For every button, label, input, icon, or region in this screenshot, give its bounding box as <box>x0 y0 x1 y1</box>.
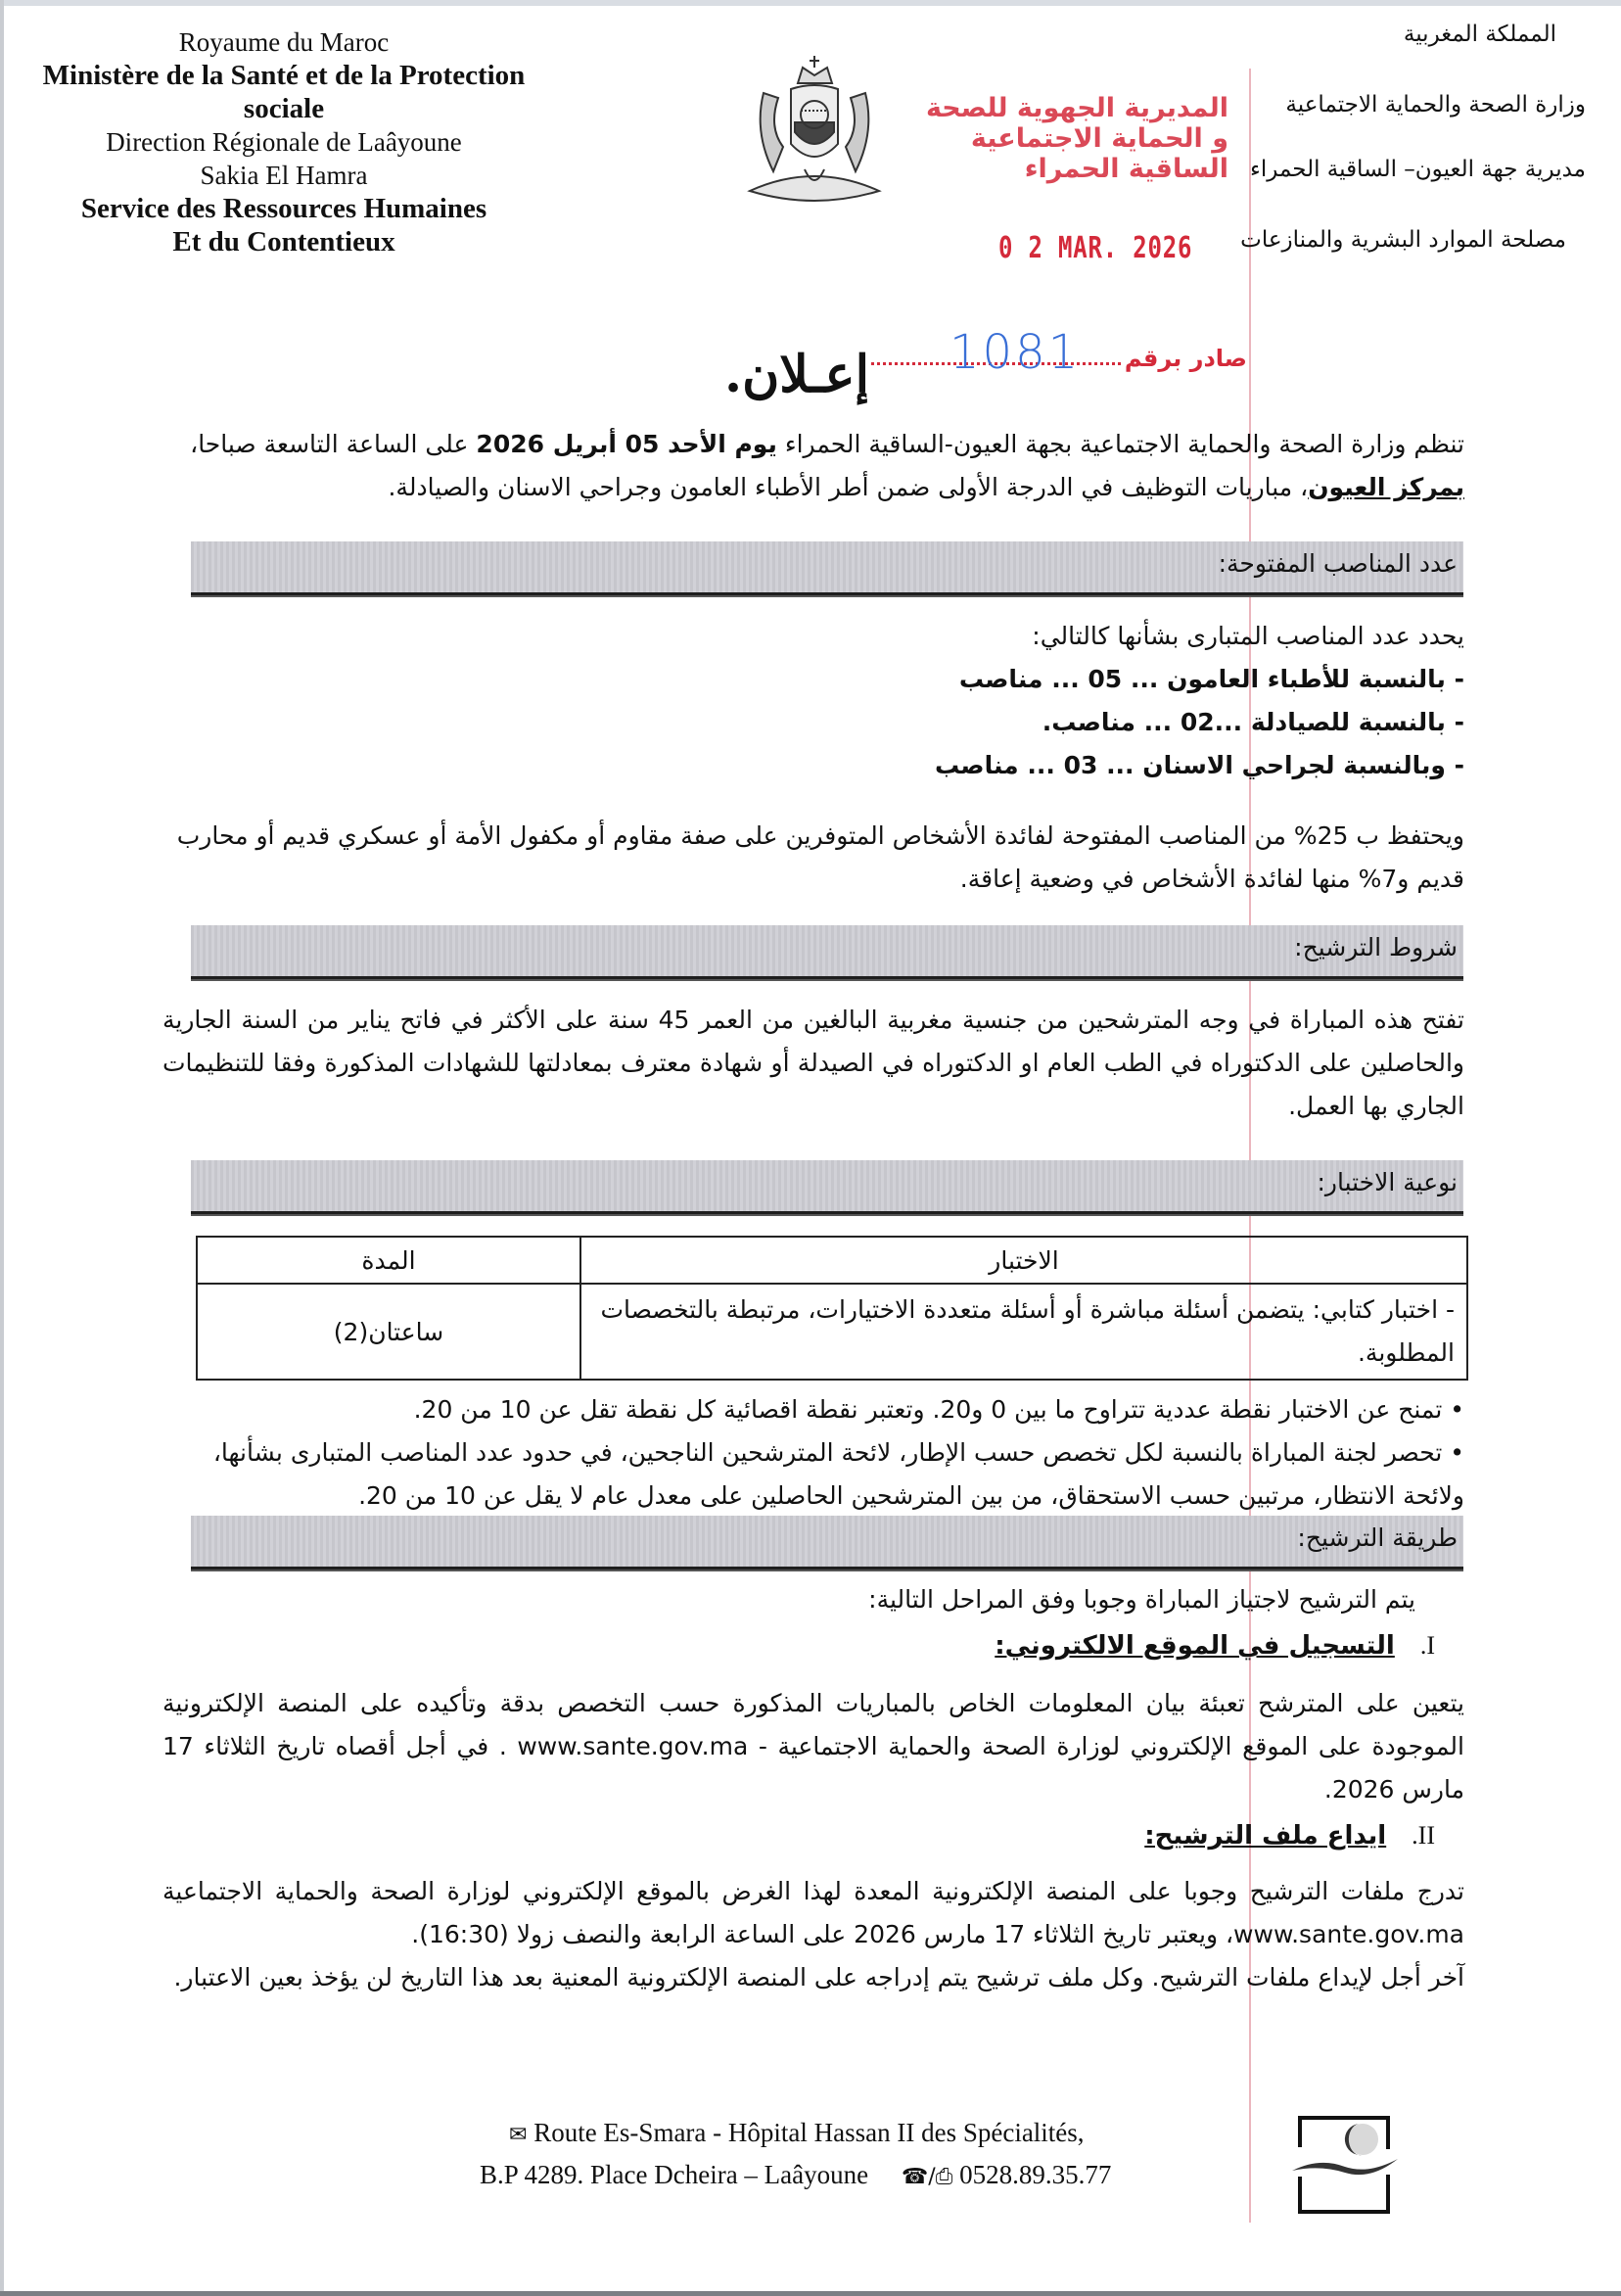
step-2-text: تدرج ملفات الترشيح وجوبا على المنصة الإلكترونية المعدة لهذا الغرض بالموقع الإلكتروني لوزارة الصحة والحماية الاجتماعية www.sante.gov.ma، ويعتبر تاريخ الثلاثاء 17 مارس 2026 على الساعة الرابعة والنصف زولا (16:30). <box>162 1877 1464 1948</box>
document-title: إعـلان. <box>724 345 870 404</box>
section-title: طريقة الترشيح: <box>1297 1523 1458 1552</box>
list-item: • تحصر لجنة المباراة بالنسبة لكل تخصص حسب الإطار، لائحة المترشحين الناجحين، في حدود عدد المناصب المتبارى بشأنها، ولائحة الانتظار، مرتبين حسب الاستحقاق، من بين المترشحين الحاصلين على معدل عام لا يقل عن 10 من 20. <box>192 1431 1464 1518</box>
reference-label: صادر برقم <box>1124 345 1247 372</box>
step-number: II. <box>1412 1821 1435 1850</box>
intro-text: تنظم وزارة الصحة والحماية الاجتماعية بجهة العيون-الساقية الحمراء <box>776 430 1464 458</box>
application-intro: يتم الترشيح لاجتياز المباراة وجوبا وفق المراحل التالية: <box>868 1585 1415 1614</box>
positions-list <box>681 615 1464 787</box>
column-header-test: الاختبار <box>580 1237 1467 1284</box>
section-title: عدد المناصب المفتوحة: <box>1218 549 1458 578</box>
step-2-text-cont: آخر أجل لإيداع ملفات الترشيح. وكل ملف ترشيح يتم إدراجه على المنصة الإلكترونية المعنية بعد هذا التاريخ لن يؤخذ بعين الاعتبار. <box>173 1963 1464 1991</box>
reserved-line: ويحتفظ ب 25% من المناصب المفتوحة لفائدة الأشخاص المتوفرين على صفة مقاوم أو مكفول الأمة أو عسكري قديم أو محارب <box>176 821 1464 850</box>
footer-address <box>480 2113 1184 2197</box>
phone-number: 0528.89.35.77 <box>959 2160 1112 2189</box>
kingdom-fr: Royaume du Maroc <box>178 27 390 57</box>
table-row <box>197 1284 1467 1380</box>
section-header-application <box>191 1516 1463 1570</box>
stamp-date: 0 2 MAR. 2026 <box>998 231 1193 265</box>
conditions-paragraph: تفتح هذه المباراة في وجه المترشحين من جنسية مغربية البالغين من العمر 45 سنة على الأكثر في فاتح يناير من السنة الجارية والحاصلين على الدكتوراه في الطب العام او الدكتوراه في الصيدلة أو شهادة معترف بمعادلتها للشهادات المذكورة وفقا للتنظيمات الجاري بها العمل. <box>162 1006 1465 1120</box>
column-header-duration: المدة <box>197 1237 580 1284</box>
service-fr-cont: Et du Contentieux <box>172 226 395 258</box>
scan-left-edge <box>0 0 4 2296</box>
step-heading-1 <box>995 1631 1435 1661</box>
positions-intro: يحدد عدد المناصب المتبارى بشأنها كالتالي: <box>1032 622 1464 650</box>
direction-ar: مديرية جهة العيون– الساقية الحمراء <box>1250 157 1586 182</box>
address-text: Route Es-Smara - Hôpital Hassan II des Spécialités, <box>533 2118 1085 2147</box>
position-item: - وبالنسبة لجراحي الاسنان ... 03 ... مناصب <box>934 751 1464 779</box>
step-title: ايداع ملف الترشيح: <box>1144 1821 1387 1851</box>
exam-notes-list <box>192 1388 1464 1518</box>
kingdom-ar: المملكة المغربية <box>1403 22 1556 47</box>
section-header-positions <box>191 541 1463 595</box>
stamp-line: المديرية الجهوية للصحة <box>925 93 1228 123</box>
section-title: شروط الترشيح: <box>1294 933 1458 961</box>
service-fr: Service des Ressources Humaines <box>80 193 487 224</box>
cell-duration: ساعتان(2) <box>197 1284 580 1380</box>
exam-table <box>196 1236 1468 1381</box>
section-title: نوعية الاختبار: <box>1317 1168 1458 1196</box>
scan-bottom-edge <box>0 2291 1621 2296</box>
intro-line-1 <box>153 423 1464 466</box>
address-line-2 <box>480 2155 1184 2197</box>
intro-line-2 <box>153 466 1464 509</box>
section-header-exam-type <box>191 1160 1463 1214</box>
step-1-text: يتعين على المترشح تعبئة بيان المعلومات الخاص بالمباريات المذكورة حسب التخصص بدقة وتأكيده على المنصة الإلكترونية الموجودة على الموقع الإلكتروني لوزارة الصحة والحماية الاجتماعية - www.sante.gov.ma . في أجل أقصاه تاريخ الثلاثاء 17 مارس 2026. <box>162 1689 1464 1804</box>
reference-number: 1081 <box>949 325 1082 380</box>
mail-icon: ✉ <box>509 2123 528 2147</box>
cell-test: - اختبار كتابي: يتضمن أسئلة مباشرة أو أسئلة متعددة الاختيارات، مرتبطة بالتخصصات المطلوبة. <box>580 1284 1467 1380</box>
direction-fr: Direction Régionale de Laâyoune <box>106 127 462 157</box>
intro-text: ، مباريات التوظيف في الدرجة الأولى ضمن أطر الأطباء العامون وجراحي الاسنان والصيادلة. <box>388 473 1309 501</box>
position-item: - بالنسبة للأطباء العامون ... 05 ... مناصب <box>958 665 1464 693</box>
intro-paragraph <box>153 423 1464 509</box>
stamp-line: الساقية الحمراء <box>1024 154 1228 184</box>
official-stamp <box>915 93 1228 184</box>
step-heading-2 <box>1144 1821 1435 1851</box>
intro-text: على الساعة التاسعة صباحا، <box>190 430 477 458</box>
region-fr: Sakia El Hamra <box>200 161 368 190</box>
reserved-line: قديم و7% منها لفائدة الأشخاص في وضعية إعاقة. <box>959 865 1464 893</box>
intro-date: يوم الأحد 05 أبريل 2026 <box>476 430 777 458</box>
position-item: - بالنسبة للصيادلة ...02 ... مناصب. <box>1042 708 1464 736</box>
intro-location: بمركز العيون <box>1308 473 1464 501</box>
step-title: التسجيل في الموقع الالكتروني: <box>995 1631 1395 1661</box>
ministry-fr: Ministère de la Santé et de la Protection <box>42 60 526 91</box>
moroccan-coat-of-arms-icon <box>744 54 886 211</box>
list-item: • تمنح عن الاختبار نقطة عددية تتراوح ما بين 0 و20. وتعتبر نقطة اقصائية كل نقطة تقل عن 10 من 20. <box>192 1388 1464 1431</box>
address-text: B.P 4289. Place Dcheira – Laâyoune <box>480 2160 869 2189</box>
service-ar: مصلحة الموارد البشرية والمنازعات <box>1240 227 1566 253</box>
scan-top-edge <box>0 0 1621 6</box>
ministry-ar: وزارة الصحة والحماية الاجتماعية <box>1285 92 1586 117</box>
step-number: I. <box>1419 1631 1435 1660</box>
reference-stamp <box>871 325 1253 382</box>
french-letterhead <box>10 25 558 258</box>
address-line-1 <box>480 2113 1184 2155</box>
table-header-row <box>197 1237 1467 1284</box>
ministry-fr-cont: sociale <box>243 93 325 124</box>
reserved-quota-paragraph <box>153 815 1464 901</box>
section-header-conditions <box>191 925 1463 979</box>
phone-fax-icon: ☎/⎙ <box>901 2165 953 2189</box>
stamp-line: و الحماية الاجتماعية <box>970 123 1228 154</box>
ministry-health-logo-icon <box>1290 2110 1400 2218</box>
